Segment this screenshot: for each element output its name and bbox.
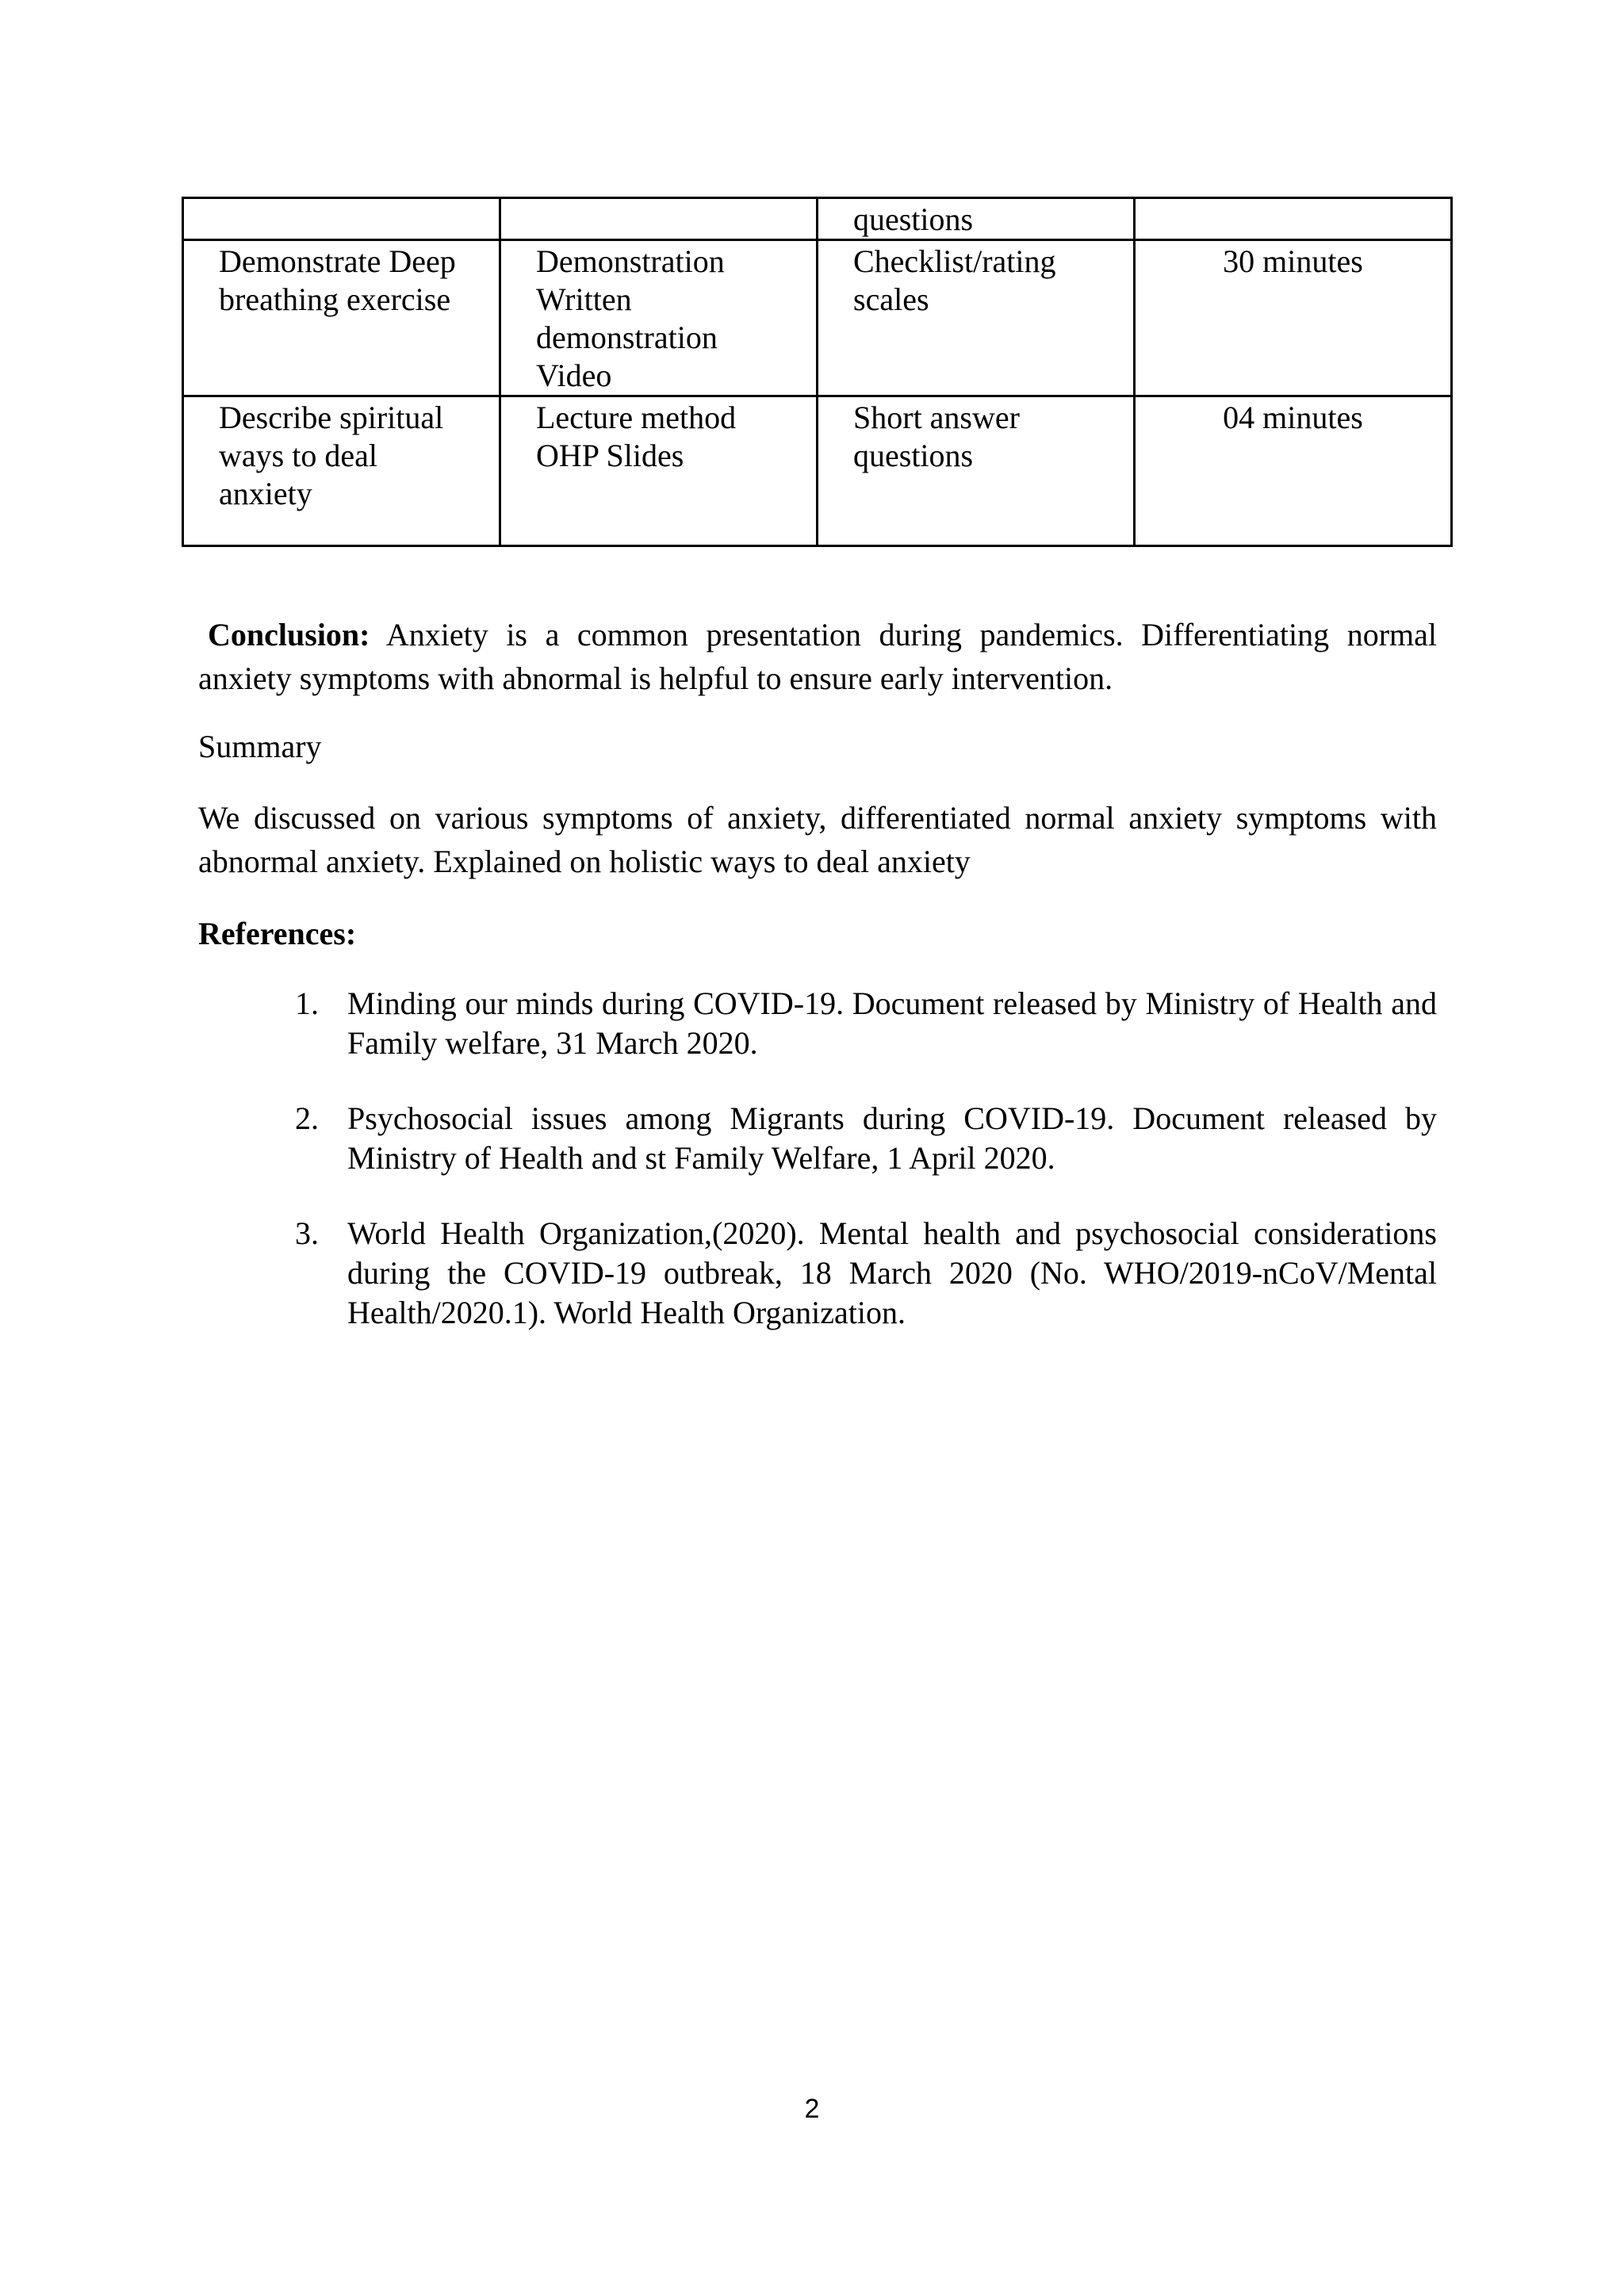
cell-text: ways to deal xyxy=(219,438,377,473)
table-cell-method xyxy=(500,396,818,546)
reference-item xyxy=(295,984,1437,1063)
reference-item xyxy=(295,1099,1437,1178)
reference-text: Psychosocial issues among Migrants during COVID-19. Document released by Ministry of Health and st Family Welfare, 1 April 2020. xyxy=(347,1100,1437,1176)
lesson-plan-table xyxy=(182,197,1453,547)
cell-text: OHP Slides xyxy=(536,438,684,473)
page-number: 2 xyxy=(804,2094,820,2124)
reference-item xyxy=(295,1214,1437,1333)
table-cell-evaluation: questions xyxy=(818,198,1135,240)
reference-number: 2. xyxy=(295,1100,319,1136)
reference-text: World Health Organization,(2020). Mental health and psychosocial considerations during the COVID-19 outbreak, 18 March 2020 (No. WHO/2019-nCoV/Mental Health/2020.1). World Health Organization. xyxy=(347,1215,1437,1330)
table-cell-evaluation xyxy=(818,240,1135,396)
cell-text: Describe spiritual xyxy=(219,400,444,435)
summary-paragraph: We discussed on various symptoms of anxiety, differentiated normal anxiety symptoms with abnormal anxiety. Explained on holistic ways to deal anxiety xyxy=(198,800,1437,879)
table-row xyxy=(183,240,1452,396)
cell-text: Written xyxy=(536,281,632,317)
reference-number: 3. xyxy=(295,1215,319,1251)
table-cell-method xyxy=(500,240,818,396)
conclusion-label: Conclusion: xyxy=(208,617,370,652)
reference-number: 1. xyxy=(295,985,319,1021)
cell-text: Lecture method xyxy=(536,400,737,435)
table-cell-evaluation xyxy=(818,396,1135,546)
cell-text: Checklist/rating xyxy=(853,243,1056,279)
cell-text: 30 minutes xyxy=(1223,243,1363,279)
references-list xyxy=(295,984,1437,1368)
cell-text: anxiety xyxy=(219,476,312,511)
cell-text: breathing exercise xyxy=(219,281,451,317)
cell-text: Demonstration xyxy=(536,243,725,279)
cell-text: Short answer xyxy=(853,400,1020,435)
cell-text: 04 minutes xyxy=(1223,400,1363,435)
cell-text: scales xyxy=(853,281,929,317)
table-row xyxy=(183,396,1452,546)
summary-heading: Summary xyxy=(198,729,322,764)
cell-text: questions xyxy=(853,438,974,473)
table-cell-objective xyxy=(183,240,500,396)
cell-text: demonstration xyxy=(536,320,718,355)
reference-text: Minding our minds during COVID-19. Document released by Ministry of Health and Family welfare, 31 March 2020. xyxy=(347,985,1437,1061)
references-heading: References: xyxy=(198,916,357,951)
table-cell-method xyxy=(500,198,818,240)
table-cell-time xyxy=(1135,240,1452,396)
table-cell-time xyxy=(1135,396,1452,546)
conclusion-text: Anxiety is a common presentation during pandemics. Differentiating normal anxiety symptoms with abnormal is helpful to ensure early intervention. xyxy=(198,617,1437,696)
table-row xyxy=(183,198,1452,240)
cell-text: Demonstrate Deep xyxy=(219,243,456,279)
cell-text: Video xyxy=(536,358,612,393)
conclusion-paragraph xyxy=(198,613,1437,700)
table-cell-objective xyxy=(183,198,500,240)
table-cell-objective xyxy=(183,396,500,546)
table-cell-time xyxy=(1135,198,1452,240)
